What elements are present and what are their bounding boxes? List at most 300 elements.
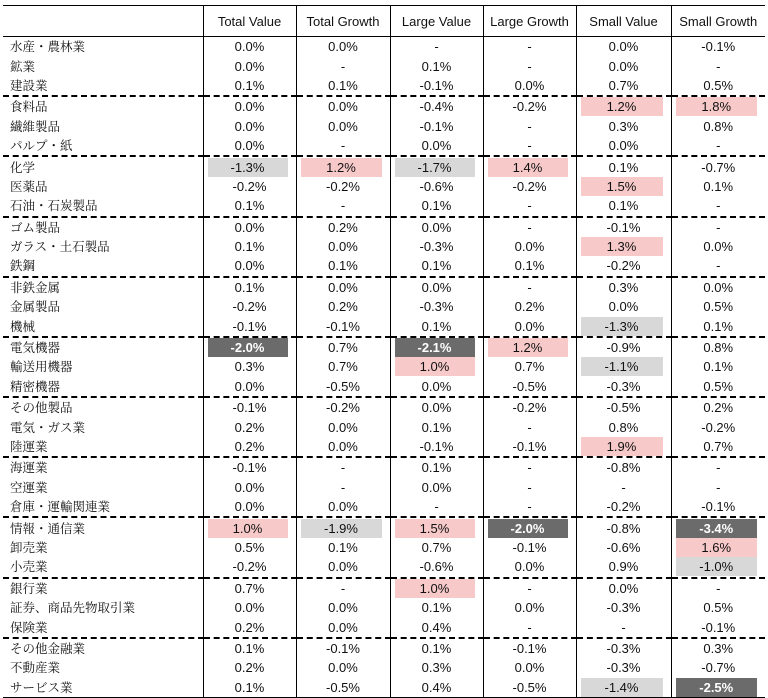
header-total-value: Total Value [203, 6, 296, 37]
large-value-cell: 0.0% [390, 217, 483, 237]
sector-name-cell: 建設業 [3, 76, 203, 96]
table-row [3, 617, 765, 637]
total-growth-cell: - [296, 56, 390, 75]
table-header [3, 6, 765, 37]
small-value-cell: -0.8% [576, 457, 671, 477]
highlighted-value: -3.4% [676, 519, 758, 538]
highlighted-value: -1.1% [581, 357, 663, 376]
total-value-cell: 0.0% [203, 256, 296, 276]
total-growth-cell: - [296, 578, 390, 598]
sector-name-cell: 陸運業 [3, 437, 203, 457]
sector-name-cell: 卸売業 [10, 539, 48, 555]
small-growth-cell: - [671, 217, 765, 237]
sector-name-cell: 石油・石炭製品 [3, 196, 203, 216]
total-value-cell: -0.1% [203, 397, 296, 417]
total-value-cell: 0.0% [203, 37, 296, 57]
header-large-growth: Large Growth [483, 6, 576, 37]
table-row [3, 177, 765, 196]
large-value-cell: 0.7% [390, 538, 483, 557]
small-growth-cell: 0.1% [671, 357, 765, 376]
highlighted-value: 1.0% [395, 579, 475, 598]
small-value-cell: - [576, 617, 671, 637]
large-value-cell: 0.3% [390, 658, 483, 677]
table-row [3, 457, 765, 477]
small-growth-cell: -0.2% [671, 417, 765, 436]
large-value-cell: -0.3% [390, 237, 483, 256]
total-value-cell: -0.1% [203, 457, 296, 477]
sector-name-cell: 化学 [10, 159, 36, 175]
small-growth-cell: 0.1% [671, 177, 765, 196]
small-value-cell: -0.9% [576, 337, 671, 357]
large-growth-cell: - [483, 217, 576, 237]
total-growth-cell: 0.0% [296, 277, 390, 297]
total-value-cell: 0.2% [203, 658, 296, 677]
table-row [3, 578, 765, 598]
total-growth-cell: -0.5% [296, 678, 390, 698]
small-value-cell: -0.3% [576, 658, 671, 677]
large-growth-cell [483, 156, 576, 176]
table-row [3, 598, 765, 617]
large-value-cell: -0.4% [390, 96, 483, 116]
total-growth-cell [296, 517, 390, 537]
small-growth-cell: 0.2% [671, 397, 765, 417]
small-value-cell [576, 357, 671, 376]
small-value-cell [576, 96, 671, 116]
total-growth-cell: 0.1% [296, 538, 390, 557]
large-growth-cell: - [483, 196, 576, 216]
highlighted-value: -1.3% [208, 158, 288, 177]
large-growth-cell: 0.0% [483, 598, 576, 617]
large-growth-cell: - [483, 417, 576, 436]
small-growth-cell: 0.1% [671, 316, 765, 336]
large-value-cell [390, 578, 483, 598]
large-growth-cell: 0.2% [483, 297, 576, 316]
sector-name-cell: その他金融業 [10, 640, 86, 656]
large-growth-cell: 0.1% [483, 256, 576, 276]
large-value-cell: -0.1% [390, 76, 483, 96]
small-value-cell: 0.0% [576, 578, 671, 598]
small-value-cell: -0.8% [576, 517, 671, 537]
sector-name-cell: 保険業 [3, 617, 203, 637]
small-growth-cell: - [671, 136, 765, 156]
table-row [3, 76, 765, 96]
total-growth-cell: 0.0% [296, 37, 390, 57]
large-growth-cell: - [483, 457, 576, 477]
table-row [3, 217, 765, 237]
large-value-cell: - [390, 37, 483, 57]
total-growth-cell: 0.2% [296, 217, 390, 237]
highlighted-value: 1.9% [581, 437, 663, 456]
small-growth-cell: -0.1% [671, 497, 765, 517]
total-value-cell: 0.3% [203, 357, 296, 376]
total-growth-cell: - [296, 196, 390, 216]
total-value-cell: 0.1% [203, 678, 296, 698]
sector-name-cell: 電気・ガス業 [10, 419, 86, 435]
small-growth-cell: - [671, 578, 765, 598]
small-value-cell: 0.7% [576, 76, 671, 96]
header-large-value: Large Value [390, 6, 483, 37]
highlighted-value: 1.2% [488, 338, 568, 357]
small-growth-cell [671, 678, 765, 698]
total-growth-cell: 0.7% [296, 337, 390, 357]
large-growth-cell: -0.5% [483, 377, 576, 397]
header-sector [3, 6, 203, 37]
table-row [3, 678, 765, 698]
small-value-cell: -0.3% [576, 638, 671, 658]
total-value-cell: 0.0% [203, 56, 296, 75]
large-growth-cell: 0.0% [483, 557, 576, 577]
header-small-growth: Small Growth [671, 6, 765, 37]
small-value-cell: -0.2% [576, 256, 671, 276]
large-value-cell: -0.6% [390, 177, 483, 196]
sector-name-cell: 金属製品 [10, 299, 61, 315]
highlighted-value: 1.4% [488, 158, 568, 177]
table-row [3, 377, 765, 397]
small-value-cell: 0.3% [576, 277, 671, 297]
total-growth-cell: - [296, 136, 390, 156]
highlighted-value: -2.0% [208, 338, 288, 357]
total-value-cell [203, 517, 296, 537]
large-value-cell: 0.1% [390, 56, 483, 75]
small-growth-cell: 0.5% [671, 377, 765, 397]
large-growth-cell [483, 337, 576, 357]
large-value-cell [390, 337, 483, 357]
large-growth-cell: -0.5% [483, 678, 576, 698]
total-value-cell: 0.0% [203, 497, 296, 517]
sector-name-cell: ゴム製品 [10, 219, 61, 235]
large-growth-cell: 0.0% [483, 316, 576, 336]
large-value-cell: 0.1% [390, 457, 483, 477]
small-growth-cell: 0.8% [671, 117, 765, 136]
highlighted-value: 1.0% [395, 357, 475, 376]
total-growth-cell: 0.0% [296, 96, 390, 116]
total-value-cell: 0.2% [203, 617, 296, 637]
large-value-cell: 0.1% [390, 417, 483, 436]
large-growth-cell: -0.2% [483, 96, 576, 116]
large-value-cell: 0.0% [390, 397, 483, 417]
large-value-cell: 0.1% [390, 196, 483, 216]
large-value-cell: -0.1% [390, 437, 483, 457]
table-row [3, 56, 765, 75]
large-value-cell: 0.0% [390, 478, 483, 497]
table-row [3, 316, 765, 336]
table-row [3, 478, 765, 497]
total-growth-cell: -0.1% [296, 638, 390, 658]
total-growth-cell: -0.2% [296, 177, 390, 196]
total-value-cell: 0.0% [203, 598, 296, 617]
table-row [3, 96, 765, 116]
total-growth-cell: -0.2% [296, 397, 390, 417]
large-growth-cell: - [483, 497, 576, 517]
highlighted-value: -1.4% [581, 678, 663, 697]
sector-name-cell: 非鉄金属 [10, 279, 61, 295]
total-value-cell: 0.2% [203, 437, 296, 457]
table-row [3, 136, 765, 156]
header-small-value: Small Value [576, 6, 671, 37]
sector-name-cell: 証券、商品先物取引業 [10, 600, 136, 616]
highlighted-value: 1.0% [208, 519, 288, 538]
highlighted-value: 1.5% [395, 519, 475, 538]
highlighted-value: 1.6% [676, 538, 758, 557]
total-value-cell: 0.2% [203, 417, 296, 436]
small-value-cell: 0.0% [576, 37, 671, 57]
small-growth-cell: 0.5% [671, 297, 765, 316]
total-growth-cell: - [296, 478, 390, 497]
large-value-cell: -0.6% [390, 557, 483, 577]
table-row [3, 156, 765, 176]
total-value-cell: -0.2% [203, 557, 296, 577]
highlighted-value: 1.2% [581, 97, 663, 116]
large-growth-cell: - [483, 578, 576, 598]
small-growth-cell: - [671, 196, 765, 216]
large-value-cell [390, 357, 483, 376]
small-growth-cell: 0.8% [671, 337, 765, 357]
sector-name-cell: 水産・農林業 [10, 39, 86, 55]
total-growth-cell: 0.0% [296, 237, 390, 256]
highlighted-value: -2.1% [395, 338, 475, 357]
small-value-cell: -0.6% [576, 538, 671, 557]
large-growth-cell: 0.0% [483, 237, 576, 256]
small-growth-cell [671, 96, 765, 116]
total-value-cell: 0.5% [203, 538, 296, 557]
sector-name-cell: 情報・通信業 [10, 520, 86, 536]
highlighted-value: -2.5% [676, 678, 758, 697]
total-value-cell: 0.0% [203, 217, 296, 237]
large-growth-cell: 0.0% [483, 76, 576, 96]
large-value-cell: -0.1% [390, 117, 483, 136]
large-growth-cell: 0.0% [483, 658, 576, 677]
large-value-cell: - [390, 497, 483, 517]
small-value-cell: -0.3% [576, 377, 671, 397]
small-value-cell [576, 678, 671, 698]
header-row [3, 6, 765, 37]
total-growth-cell: 0.0% [296, 557, 390, 577]
total-value-cell [203, 156, 296, 176]
sector-name-cell: 電気機器 [10, 340, 61, 356]
table-row [3, 277, 765, 297]
large-growth-cell: - [483, 617, 576, 637]
small-value-cell: 0.1% [576, 156, 671, 176]
large-growth-cell: - [483, 37, 576, 57]
highlighted-value: 1.5% [581, 177, 663, 196]
large-value-cell: 0.4% [390, 678, 483, 698]
table-row [3, 237, 765, 256]
total-growth-cell: 0.1% [296, 256, 390, 276]
total-growth-cell: 0.0% [296, 658, 390, 677]
total-growth-cell [296, 156, 390, 176]
sector-name-cell: 倉庫・運輸関連業 [3, 497, 203, 517]
small-growth-cell: -0.1% [671, 617, 765, 637]
table-row [3, 517, 765, 537]
total-value-cell: 0.1% [203, 638, 296, 658]
total-growth-cell: 0.0% [296, 598, 390, 617]
table-row [3, 117, 765, 136]
large-growth-cell: - [483, 277, 576, 297]
total-growth-cell: 0.2% [296, 297, 390, 316]
large-value-cell: 0.1% [390, 638, 483, 658]
small-growth-cell: 0.7% [671, 437, 765, 457]
sector-name-cell: ガラス・土石製品 [10, 239, 110, 255]
small-growth-cell: -0.1% [671, 37, 765, 57]
total-value-cell: 0.1% [203, 76, 296, 96]
total-growth-cell: 0.0% [296, 417, 390, 436]
highlighted-value: -1.9% [301, 519, 382, 538]
table-row [3, 557, 765, 577]
small-value-cell: - [576, 478, 671, 497]
sector-name-cell: パルプ・紙 [3, 136, 203, 156]
table-row [3, 538, 765, 557]
table-row [3, 417, 765, 436]
total-value-cell: -0.2% [203, 177, 296, 196]
total-value-cell: 0.0% [203, 96, 296, 116]
large-value-cell: 0.1% [390, 316, 483, 336]
sector-name-cell: 機械 [3, 316, 203, 336]
sector-name-cell: 銀行業 [10, 580, 48, 596]
sector-name-cell: その他製品 [10, 400, 73, 416]
sector-name-cell: 繊維製品 [10, 118, 61, 134]
small-growth-cell: - [671, 457, 765, 477]
table-row [3, 357, 765, 376]
large-value-cell [390, 156, 483, 176]
large-growth-cell: -0.1% [483, 638, 576, 658]
highlighted-value: 1.3% [581, 237, 663, 256]
sector-name-cell: 小売業 [3, 557, 203, 577]
table-row [3, 196, 765, 216]
sector-name-cell: 海運業 [10, 460, 48, 476]
small-growth-cell: - [671, 56, 765, 75]
total-growth-cell: -0.1% [296, 316, 390, 336]
large-growth-cell [483, 517, 576, 537]
small-value-cell: 0.0% [576, 136, 671, 156]
small-value-cell: 0.1% [576, 196, 671, 216]
small-growth-cell: 0.5% [671, 598, 765, 617]
large-growth-cell: - [483, 117, 576, 136]
small-value-cell: 0.3% [576, 117, 671, 136]
total-value-cell: 0.0% [203, 478, 296, 497]
table-row [3, 638, 765, 658]
highlighted-value: -1.0% [676, 557, 758, 576]
total-growth-cell: 0.0% [296, 617, 390, 637]
highlighted-value: -1.7% [395, 158, 475, 177]
small-growth-cell: -0.7% [671, 156, 765, 176]
small-growth-cell [671, 557, 765, 577]
highlighted-value: -2.0% [488, 519, 568, 538]
small-value-cell [576, 437, 671, 457]
sector-name-cell: 不動産業 [10, 660, 61, 676]
total-growth-cell: 0.7% [296, 357, 390, 376]
large-growth-cell: - [483, 478, 576, 497]
sector-style-table-container [3, 5, 765, 698]
total-value-cell: 0.1% [203, 277, 296, 297]
header-total-growth: Total Growth [296, 6, 390, 37]
total-value-cell: -0.2% [203, 297, 296, 316]
table-body [3, 37, 765, 698]
small-growth-cell: 0.3% [671, 638, 765, 658]
total-value-cell: 0.7% [203, 578, 296, 598]
large-value-cell: 0.1% [390, 256, 483, 276]
highlighted-value: 1.2% [301, 158, 382, 177]
highlighted-value: -1.3% [581, 317, 663, 336]
small-growth-cell: - [671, 256, 765, 276]
table-row [3, 397, 765, 417]
table-row [3, 256, 765, 276]
table-row [3, 37, 765, 57]
small-value-cell: 0.9% [576, 557, 671, 577]
small-growth-cell: 0.0% [671, 277, 765, 297]
total-growth-cell: 0.0% [296, 497, 390, 517]
small-growth-cell: 0.5% [671, 76, 765, 96]
large-value-cell: 0.4% [390, 617, 483, 637]
table-row [3, 658, 765, 677]
large-growth-cell: -0.1% [483, 538, 576, 557]
large-growth-cell: - [483, 56, 576, 75]
large-value-cell: 0.0% [390, 277, 483, 297]
total-value-cell: 0.1% [203, 237, 296, 256]
sector-name-cell: 鉄鋼 [3, 256, 203, 276]
small-value-cell: 0.0% [576, 297, 671, 316]
large-value-cell: 0.0% [390, 136, 483, 156]
total-value-cell: -0.1% [203, 316, 296, 336]
large-value-cell [390, 517, 483, 537]
total-growth-cell: 0.1% [296, 76, 390, 96]
table-row [3, 297, 765, 316]
total-value-cell: 0.1% [203, 196, 296, 216]
sector-name-cell: 食料品 [10, 99, 48, 115]
table-row [3, 437, 765, 457]
sector-name-cell: 空運業 [10, 479, 48, 495]
large-value-cell: -0.3% [390, 297, 483, 316]
total-value-cell: 0.0% [203, 117, 296, 136]
table-row [3, 497, 765, 517]
small-value-cell [576, 177, 671, 196]
large-growth-cell: -0.2% [483, 177, 576, 196]
sector-name-cell: 鉱業 [10, 58, 36, 74]
small-value-cell: -0.5% [576, 397, 671, 417]
sector-name-cell: 精密機器 [3, 377, 203, 397]
small-value-cell: 0.0% [576, 56, 671, 75]
large-growth-cell: -0.2% [483, 397, 576, 417]
small-growth-cell [671, 517, 765, 537]
small-growth-cell: - [671, 478, 765, 497]
total-growth-cell: 0.0% [296, 117, 390, 136]
large-value-cell: 0.1% [390, 598, 483, 617]
large-growth-cell: 0.7% [483, 357, 576, 376]
total-growth-cell: - [296, 457, 390, 477]
total-growth-cell: 0.0% [296, 437, 390, 457]
small-growth-cell: -0.7% [671, 658, 765, 677]
total-value-cell [203, 337, 296, 357]
large-growth-cell: - [483, 136, 576, 156]
highlighted-value: 1.8% [676, 97, 758, 116]
small-growth-cell [671, 538, 765, 557]
sector-name-cell: 輸送用機器 [10, 359, 73, 375]
small-value-cell: -0.2% [576, 497, 671, 517]
sector-name-cell: サービス業 [10, 679, 73, 695]
small-growth-cell: 0.0% [671, 237, 765, 256]
small-value-cell [576, 316, 671, 336]
small-value-cell: -0.1% [576, 217, 671, 237]
table-row [3, 337, 765, 357]
small-value-cell: -0.3% [576, 598, 671, 617]
large-growth-cell: -0.1% [483, 437, 576, 457]
sector-style-table [3, 5, 765, 698]
small-value-cell: 0.8% [576, 417, 671, 436]
small-value-cell [576, 237, 671, 256]
sector-name-cell: 医薬品 [10, 178, 48, 194]
total-growth-cell: -0.5% [296, 377, 390, 397]
total-value-cell: 0.0% [203, 377, 296, 397]
large-value-cell: 0.0% [390, 377, 483, 397]
